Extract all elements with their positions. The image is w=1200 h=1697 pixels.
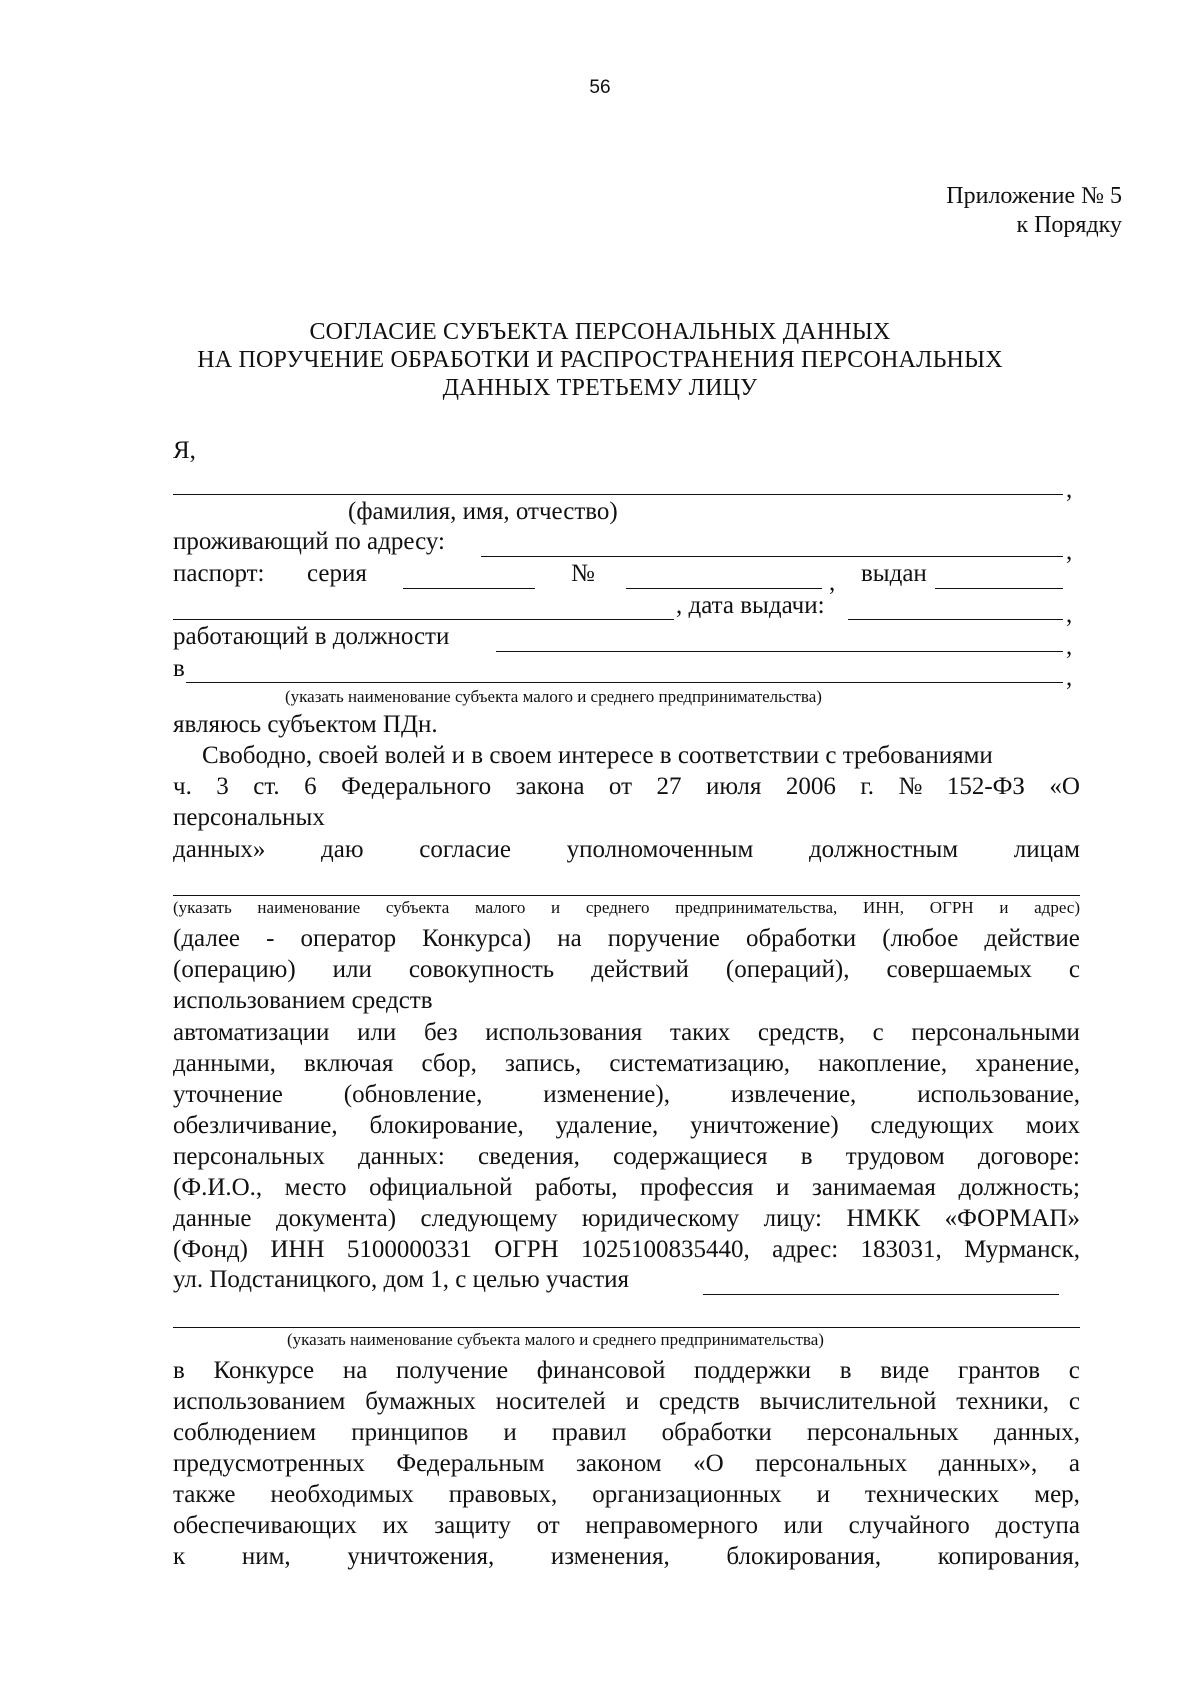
word: ним, bbox=[241, 1543, 291, 1570]
word: копирования, bbox=[937, 1543, 1080, 1570]
word: предусмотренных bbox=[173, 1450, 365, 1477]
issued-by-field-continued[interactable] bbox=[173, 619, 674, 620]
word: финансовой bbox=[536, 1357, 666, 1384]
justified-words bbox=[173, 772, 1080, 802]
position-label: работающий в должности bbox=[173, 623, 450, 650]
word: «О bbox=[693, 1450, 724, 1477]
position-field[interactable] bbox=[496, 651, 1063, 652]
word: автоматизации bbox=[173, 1019, 330, 1046]
word: сбор, bbox=[421, 1050, 477, 1077]
word: правил bbox=[551, 1419, 627, 1446]
word: место bbox=[284, 1174, 347, 1201]
word: случайного bbox=[848, 1512, 970, 1539]
word: запись, bbox=[505, 1050, 582, 1077]
word: данных» bbox=[173, 836, 266, 863]
word: хранение, bbox=[975, 1050, 1080, 1077]
consent-text-line bbox=[173, 1204, 1080, 1234]
justified-words bbox=[173, 1449, 1080, 1479]
organization-comma: , bbox=[1066, 664, 1073, 691]
word: и bbox=[503, 1419, 517, 1446]
word: НМКК bbox=[846, 1205, 921, 1232]
word: № bbox=[898, 773, 923, 800]
justified-words bbox=[173, 1080, 1080, 1110]
word: 5100000331 bbox=[346, 1236, 472, 1263]
word: - bbox=[266, 925, 275, 952]
word: (обновление, bbox=[343, 1081, 483, 1108]
address-label: проживающий по адресу: bbox=[173, 528, 445, 555]
word: принципов bbox=[351, 1419, 469, 1446]
word: 152-ФЗ bbox=[946, 773, 1025, 800]
consent-text-line bbox=[173, 1511, 1080, 1541]
document-title-line-2: НА ПОРУЧЕНИЕ ОБРАБОТКИ И РАСПРОСТРАНЕНИЯ ПЕРСОНАЛЬНЫХ bbox=[197, 347, 1003, 373]
fio-caption: (фамилия, имя, отчество) bbox=[348, 498, 618, 525]
word: трудовом bbox=[845, 1143, 945, 1170]
word: необходимых bbox=[270, 1481, 414, 1508]
consent-text-line: использованием средств bbox=[173, 987, 433, 1014]
word: виде bbox=[880, 1357, 930, 1384]
word: изменение), bbox=[543, 1081, 670, 1108]
consent-text-line bbox=[173, 835, 1080, 865]
ya-label: Я, bbox=[173, 437, 196, 464]
word: (Фонд) bbox=[173, 1236, 248, 1263]
word: с bbox=[1068, 1357, 1080, 1384]
word: 6 bbox=[304, 773, 317, 800]
word: документа) bbox=[275, 1205, 397, 1232]
word: поручение bbox=[607, 925, 720, 952]
consent-text-line bbox=[173, 1235, 1080, 1265]
organization-field[interactable] bbox=[186, 682, 1063, 683]
justified-words bbox=[173, 1235, 1080, 1265]
word: даю bbox=[321, 836, 364, 863]
consent-text-line bbox=[173, 924, 1080, 954]
word: ст. bbox=[253, 773, 280, 800]
appendix-reference: к Порядку bbox=[1016, 212, 1122, 238]
page-number: 56 bbox=[589, 77, 611, 98]
word: персональных bbox=[173, 1143, 325, 1170]
word: а bbox=[1068, 1450, 1080, 1477]
word: 1025100835440, bbox=[581, 1236, 750, 1263]
consent-text-line bbox=[173, 1356, 1080, 1386]
purpose-caption: (указать наименование субъекта малого и среднего предпринимательства) bbox=[287, 1330, 824, 1349]
word: без bbox=[423, 1019, 458, 1046]
word: профессия bbox=[640, 1174, 754, 1201]
document-title-line-1: СОГЛАСИЕ СУБЪЕКТА ПЕРСОНАЛЬНЫХ ДАННЫХ bbox=[309, 319, 891, 345]
word: совершаемых bbox=[886, 956, 1032, 983]
word: накопление, bbox=[818, 1050, 948, 1077]
issued-by-label: выдан bbox=[861, 560, 927, 587]
word: ИНН bbox=[270, 1236, 325, 1263]
word: систематизацию, bbox=[609, 1050, 791, 1077]
consent-text-line: Свободно, своей волей и в своем интересе в соответствии с требованиями bbox=[202, 742, 993, 769]
word: (любое bbox=[882, 925, 959, 952]
word: в bbox=[800, 1143, 813, 1170]
word: «О bbox=[1049, 773, 1080, 800]
word: включая bbox=[304, 1050, 394, 1077]
passport-number-comma: , bbox=[829, 569, 836, 596]
word: обработки bbox=[661, 1419, 772, 1446]
justified-words bbox=[173, 1111, 1080, 1141]
word: их bbox=[382, 1512, 409, 1539]
word: обработки bbox=[745, 925, 857, 952]
justified-words bbox=[173, 1480, 1080, 1510]
address-field[interactable] bbox=[481, 556, 1063, 557]
justified-words bbox=[173, 1204, 1080, 1234]
word: уничтожение) bbox=[690, 1112, 839, 1139]
consent-text-line bbox=[173, 772, 1080, 802]
word: данных», bbox=[938, 1450, 1038, 1477]
issued-by-field[interactable] bbox=[935, 588, 1063, 589]
word: обеспечивающих bbox=[173, 1512, 357, 1539]
word: работы, bbox=[535, 1174, 618, 1201]
justified-words bbox=[173, 835, 1080, 865]
word: техники, bbox=[956, 1388, 1049, 1415]
word: 183031, bbox=[860, 1236, 942, 1263]
word: согласие bbox=[419, 836, 511, 863]
word: от bbox=[608, 773, 633, 800]
word: следующему bbox=[420, 1205, 558, 1232]
word: использование, bbox=[917, 1081, 1080, 1108]
word: должностным bbox=[808, 836, 959, 863]
fio-field[interactable] bbox=[173, 494, 1063, 495]
consent-text-line bbox=[173, 955, 1080, 985]
word: закона bbox=[515, 773, 585, 800]
passport-series-field[interactable] bbox=[403, 588, 535, 589]
word: к bbox=[173, 1543, 186, 1570]
document-title-line-3: ДАННЫХ ТРЕТЬЕМУ ЛИЦУ bbox=[442, 375, 758, 401]
consent-text-line bbox=[173, 1480, 1080, 1510]
justified-words bbox=[173, 1387, 1080, 1417]
word: моих bbox=[1025, 1112, 1080, 1139]
word: Мурманск, bbox=[964, 1236, 1080, 1263]
justified-words bbox=[173, 1173, 1080, 1203]
word: Конкурса) bbox=[422, 925, 532, 952]
word: персональных bbox=[806, 1419, 959, 1446]
word: от bbox=[536, 1512, 560, 1539]
word: уничтожения, bbox=[347, 1543, 495, 1570]
word: также bbox=[173, 1481, 236, 1508]
word: правовых, bbox=[448, 1481, 558, 1508]
word: обезличивание, bbox=[173, 1112, 338, 1139]
word: или bbox=[357, 1019, 397, 1046]
word: соблюдением bbox=[173, 1419, 317, 1446]
operator-field[interactable] bbox=[173, 895, 1080, 896]
issue-date-label: , дата выдачи: bbox=[676, 592, 825, 619]
word: и bbox=[776, 1174, 790, 1201]
justified-words bbox=[173, 1356, 1080, 1386]
consent-text-line: персональных bbox=[173, 804, 325, 831]
purpose-field[interactable] bbox=[703, 1294, 1059, 1295]
word: 3 bbox=[216, 773, 229, 800]
word: персональных bbox=[755, 1450, 908, 1477]
word: с bbox=[1068, 1388, 1080, 1415]
word: занимаемая bbox=[812, 1174, 936, 1201]
justified-words bbox=[173, 1142, 1080, 1172]
issue-date-field[interactable] bbox=[848, 619, 1063, 620]
word: использования bbox=[485, 1019, 643, 1046]
subject-statement: являюсь субъектом ПДн. bbox=[173, 711, 438, 738]
word: с bbox=[872, 1019, 884, 1046]
word: или bbox=[783, 1512, 823, 1539]
word: ч. bbox=[173, 773, 192, 800]
consent-text-line bbox=[173, 1418, 1080, 1448]
word: данных, bbox=[993, 1419, 1080, 1446]
organization-caption: (указать наименование субъекта малого и среднего предпринимательства) bbox=[285, 687, 822, 706]
operator-caption: (указать наименование субъекта малого и среднего предпринимательства, ИНН, ОГРН и адрес) bbox=[173, 898, 1080, 917]
word: законом bbox=[576, 1450, 662, 1477]
word: июля bbox=[705, 773, 762, 800]
word: технических bbox=[864, 1481, 1000, 1508]
word: уточнение bbox=[173, 1081, 283, 1108]
word: блокирование, bbox=[369, 1112, 524, 1139]
consent-text-line bbox=[173, 1173, 1080, 1203]
word: средств, bbox=[757, 1019, 846, 1046]
word: сведения, bbox=[478, 1143, 580, 1170]
purpose-field-continued[interactable] bbox=[173, 1327, 1080, 1328]
word: лицу: bbox=[763, 1205, 823, 1232]
justified-words bbox=[173, 1018, 1080, 1048]
word: договоре: bbox=[977, 1143, 1080, 1170]
word: (операций), bbox=[725, 956, 850, 983]
word: грантов bbox=[957, 1357, 1041, 1384]
consent-text-line bbox=[173, 1387, 1080, 1417]
justified-words bbox=[173, 955, 1080, 985]
appendix-number: Приложение № 5 bbox=[946, 183, 1122, 209]
word: данные bbox=[173, 1205, 252, 1232]
word: следующих bbox=[870, 1112, 994, 1139]
word: ОГРН bbox=[494, 1236, 559, 1263]
word: официальной bbox=[369, 1174, 513, 1201]
consent-text-line bbox=[173, 1542, 1080, 1572]
series-label: серия bbox=[307, 560, 367, 587]
word: получение bbox=[396, 1357, 509, 1384]
consent-text-line bbox=[173, 1049, 1080, 1079]
word: удаление, bbox=[555, 1112, 659, 1139]
justified-words bbox=[173, 924, 1080, 954]
passport-number-field[interactable] bbox=[626, 588, 822, 589]
word: г. bbox=[860, 773, 875, 800]
word: данных: bbox=[358, 1143, 445, 1170]
word: в bbox=[173, 1357, 185, 1384]
word: лицам bbox=[1013, 836, 1080, 863]
word: в bbox=[839, 1357, 852, 1384]
passport-label: паспорт: bbox=[173, 560, 265, 587]
word: содержащиеся bbox=[613, 1143, 768, 1170]
word: 27 bbox=[656, 773, 682, 800]
word: (Ф.И.О., bbox=[173, 1174, 263, 1201]
word: должность; bbox=[958, 1174, 1080, 1201]
issue-date-comma: , bbox=[1066, 601, 1073, 628]
word: изменения, bbox=[550, 1543, 670, 1570]
word: таких bbox=[669, 1019, 731, 1046]
passport-number-label: № bbox=[571, 560, 595, 587]
word: совокупность bbox=[408, 956, 555, 983]
word: Федерального bbox=[341, 773, 492, 800]
justified-words bbox=[173, 1511, 1080, 1541]
word: персональными bbox=[911, 1019, 1080, 1046]
justified-words bbox=[173, 1542, 1080, 1572]
word: действие bbox=[984, 925, 1080, 952]
word: с bbox=[1068, 956, 1080, 983]
word: и bbox=[816, 1481, 830, 1508]
word: носителей bbox=[495, 1388, 606, 1415]
word: адрес: bbox=[772, 1236, 839, 1263]
word: доступа bbox=[995, 1512, 1080, 1539]
word: «ФОРМАП» bbox=[944, 1205, 1080, 1232]
word: организационных bbox=[592, 1481, 782, 1508]
consent-text-line bbox=[173, 1018, 1080, 1048]
consent-text-line bbox=[173, 1080, 1080, 1110]
justified-words bbox=[173, 1418, 1080, 1448]
word: юридическому bbox=[581, 1205, 740, 1232]
word: на bbox=[342, 1357, 368, 1384]
word: на bbox=[557, 925, 582, 952]
word: блокирования, bbox=[726, 1543, 882, 1570]
word: (операцию) bbox=[173, 956, 296, 983]
word: или bbox=[332, 956, 372, 983]
word: Федеральным bbox=[396, 1450, 545, 1477]
consent-text-line bbox=[173, 1449, 1080, 1479]
word: и bbox=[625, 1388, 639, 1415]
consent-text-line bbox=[173, 1111, 1080, 1141]
word: Конкурсе bbox=[213, 1357, 315, 1384]
consent-text-line: ул. Подстаницкого, дом 1, с целью участия bbox=[173, 1266, 630, 1293]
word: неправомерного bbox=[585, 1512, 758, 1539]
word: бумажных bbox=[365, 1388, 476, 1415]
position-comma: , bbox=[1066, 633, 1073, 660]
word: действий bbox=[591, 956, 689, 983]
word: данными, bbox=[173, 1050, 276, 1077]
word: вычислительной bbox=[759, 1388, 937, 1415]
word: (далее bbox=[173, 925, 241, 952]
justified-words bbox=[173, 1049, 1080, 1079]
word: оператор bbox=[300, 925, 397, 952]
word: защиту bbox=[434, 1512, 511, 1539]
word: поддержки bbox=[694, 1357, 812, 1384]
word: мер, bbox=[1034, 1481, 1080, 1508]
fio-comma: , bbox=[1066, 476, 1073, 503]
word: 2006 bbox=[785, 773, 836, 800]
organization-in-label: в bbox=[173, 655, 185, 682]
word: уполномоченным bbox=[566, 836, 754, 863]
address-comma: , bbox=[1066, 538, 1073, 565]
consent-text-line bbox=[173, 1142, 1080, 1172]
word: извлечение, bbox=[730, 1081, 857, 1108]
word: использованием bbox=[173, 1388, 346, 1415]
word: средств bbox=[658, 1388, 740, 1415]
